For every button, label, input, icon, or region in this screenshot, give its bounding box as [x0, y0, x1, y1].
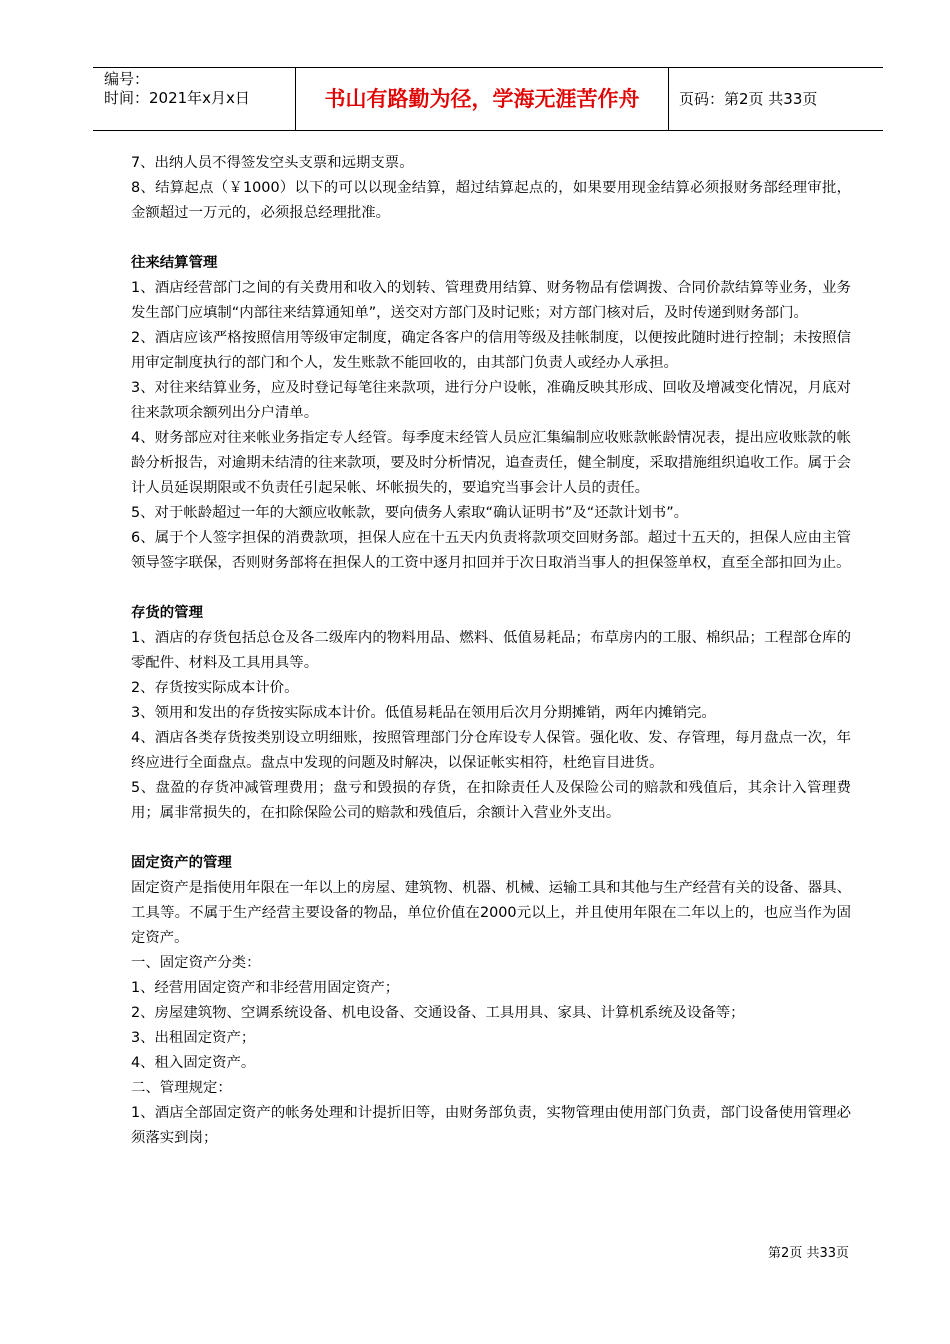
fixed-assets-paragraph: 1、酒店全部固定资产的帐务处理和计提折旧等，由财务部负责，实物管理由使用部门负责，部门设备使用管理必须落实到岗；: [131, 1105, 851, 1146]
settlement-paragraph: 2、酒店应该严格按照信用等级审定制度，确定各客户的信用等级及挂帐制度，以便按此随时进行控制；未按照信用审定制度执行的部门和个人，发生账款不能回收的，由其部门负责人或经办人承担。: [131, 330, 851, 371]
section-spacer: [131, 576, 851, 601]
fixed-assets-paragraph: 1、经营用固定资产和非经营用固定资产；: [131, 980, 400, 996]
intro-paragraph-8: 8、结算起点（￥1000）以下的可以以现金结算，超过结算起点的，如果要用现金结算必须报财务部经理审批，金额超过一万元的，必须报总经理批准。: [131, 180, 851, 221]
fixed-assets-paragraph: 2、房屋建筑物、空调系统设备、机电设备、交通设备、工具用具、家具、计算机系统及设备等；: [131, 1005, 745, 1021]
intro-paragraph-7: 7、出纳人员不得签发空头支票和远期支票。: [131, 155, 414, 171]
section-spacer: [131, 226, 851, 251]
doc-number-label: 编号：: [104, 70, 150, 88]
fixed-assets-paragraph: 3、出租固定资产；: [131, 1030, 256, 1046]
section-title-inventory: 存货的管理: [131, 605, 203, 621]
section-title-settlement: 往来结算管理: [131, 255, 218, 271]
settlement-paragraph: 5、对于帐龄超过一年的大额应收帐款，要向债务人索取“确认证明书”及“还款计划书”。: [131, 505, 689, 521]
inventory-paragraph: 3、领用和发出的存货按实际成本计价。低值易耗品在领用后次月分期摊销，两年内摊销完。: [131, 705, 716, 721]
fixed-assets-paragraph: 二、管理规定：: [131, 1080, 232, 1096]
header-page-cell: [669, 68, 883, 130]
settlement-paragraph: 3、对往来结算业务，应及时登记每笔往来款项，进行分户设帐，准确反映其形成、回收及增减变化情况，月底对往来款项余额列出分户清单。: [131, 380, 851, 421]
inventory-paragraph: 5、盘盈的存货冲减管理费用；盘亏和毁损的存货，在扣除责任人及保险公司的赔款和残值后，其余计入管理费用；属非常损失的，在扣除保险公司的赔款和残值后，余额计入营业外支出。: [131, 780, 851, 821]
inventory-paragraph: 4、酒店各类存货按类别设立明细账，按照管理部门分仓库设专人保管。强化收、发、存管理，每月盘点一次，年终应进行全面盘点。盘点中发现的问题及时解决，以保证帐实相符，杜绝盲目进货。: [131, 730, 851, 771]
motto-text: 书山有路勤为径，学海无涯苦作舟: [324, 87, 640, 111]
header-page-number: 页码：第2页 共33页: [679, 90, 818, 108]
document-body: [131, 151, 851, 1151]
section-spacer: [131, 826, 851, 851]
header-motto-cell: [295, 68, 669, 130]
section-title-fixed-assets: 固定资产的管理: [131, 855, 232, 871]
settlement-paragraph: 1、酒店经营部门之间的有关费用和收入的划转、管理费用结算、财务物品有偿调拨、合同价款结算等业务，业务发生部门应填制“内部往来结算通知单”，送交对方部门及时记账；对方部门核对后，及时传递到财务部门。: [131, 280, 851, 321]
page-header: [93, 67, 883, 131]
inventory-paragraph: 1、酒店的存货包括总仓及各二级库内的物料用品、燃料、低值易耗品；布草房内的工服、棉织品；工程部仓库的零配件、材料及工具用具等。: [131, 630, 851, 671]
fixed-assets-paragraph: 一、固定资产分类：: [131, 955, 261, 971]
doc-time: 时间：2021年x月x日: [104, 89, 250, 107]
settlement-paragraph: 6、属于个人签字担保的消费款项，担保人应在十五天内负责将款项交回财务部。超过十五天的，担保人应由主管领导签字联保，否则财务部将在担保人的工资中逐月扣回并于次日取消当事人的担保签单权，直至全部扣回为止。: [131, 530, 851, 571]
header-meta-cell: [93, 68, 295, 130]
fixed-assets-paragraph: 固定资产是指使用年限在一年以上的房屋、建筑物、机器、机械、运输工具和其他与生产经营有关的设备、器具、工具等。不属于生产经营主要设备的物品，单位价值在2000元以上，并且使用年限在二年以上的，也应当作为固定资产。: [131, 880, 851, 946]
footer-page-number: 第2页 共33页: [768, 1246, 849, 1261]
inventory-paragraph: 2、存货按实际成本计价。: [131, 680, 299, 696]
fixed-assets-paragraph: 4、租入固定资产。: [131, 1055, 256, 1071]
settlement-paragraph: 4、财务部应对往来帐业务指定专人经管。每季度末经管人员应汇集编制应收账款帐龄情况表，提出应收账款的帐龄分析报告，对逾期未结清的往来款项，要及时分析情况，追查责任，健全制度，采取措施组织追收工作。属于会计人员延误期限或不负责任引起呆帐、坏帐损失的，要追究当事会计人员的责任。: [131, 430, 851, 496]
